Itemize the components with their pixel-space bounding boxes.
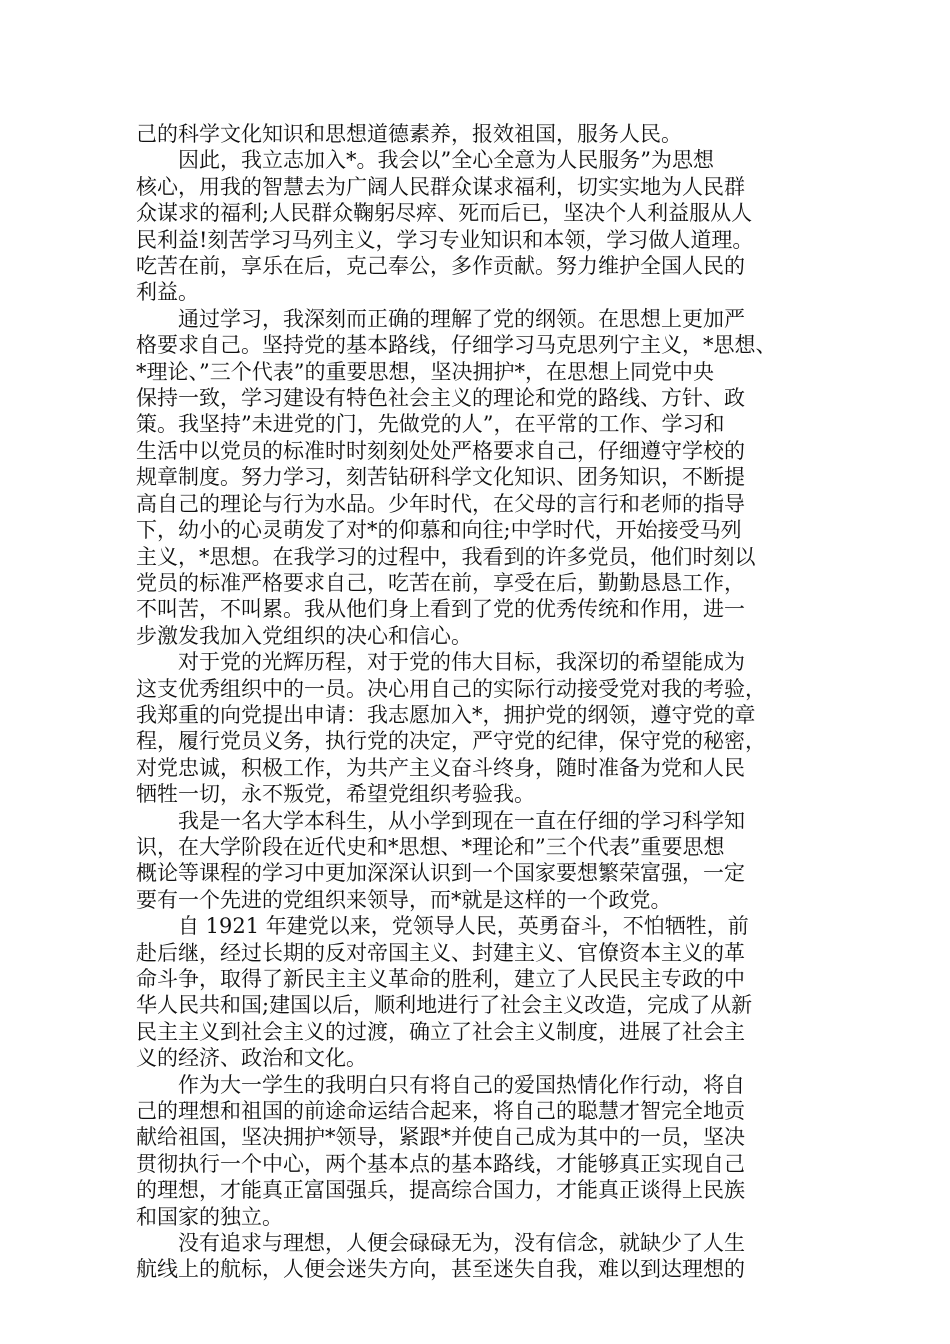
paragraph-4: 对于党的光辉历程，对于党的伟大目标，我深切的希望能成为 这支优秀组织中的一员。决心用自己的实际行动接受党对我的考验， 我郑重的向党提出申请：我志愿加入*，拥护党的纲领，遵守党的章 程，履行党员义务，执行党的决定，严守党的纪律，保守党的秘密， 对党忠诚，积极工作，为共产主义奋斗终身，随时准备为党和人民 牺牲一切，永不叛党，希望党组织考验我。 (136, 650, 766, 807)
paragraph-7: 作为大一学生的我明白只有将自己的爱国热情化作行动，将自 己的理想和祖国的前途命运结合起来，将自己的聪慧才智完全地贡 献给祖国，坚决拥护*领导，紧跟*并使自己成为其中的一员，坚决 贯彻执行一个中心，两个基本点的基本路线，才能够真正实现自己 的理想，才能真正富国强兵，提高综合国力，才能真正谈得上民族 和国家的独立。 (136, 1072, 745, 1229)
paragraph-3: 通过学习，我深刻而正确的理解了党的纲领。在思想上更加严 格要求自己。坚持党的基本路线，仔细学习马克思列宁主义，*思想、 *理论、”三个代表”的重要思想，坚决拥护*，在思想上同党中央 保持一致，学习建设有特色社会主义的理论和党的路线、方针、政 策。我坚持”未进党的门，先做党的人”，在平常的工作、学习和 生活中以党员的标准时时刻刻处处严格要求自己，仔细遵守学校的 规章制度。努力学习，刻苦钻研科学文化知识、团务知识，不断提 高自己的理论与行为水品。少年时代，在父母的言行和老师的指导 下，幼小的心灵萌发了对*的仰慕和向往;中学时代，开始接受马列 主义，*思想。在我学习的过程中，我看到的许多党员，他们时刻以 党员的标准严格要求自己，吃苦在前，享受在后，勤勤恳恳工作， 不叫苦，不叫累。我从他们身上看到了党的优秀传统和作用，进一 步激发我加入党组织的决心和信心。 (136, 306, 777, 648)
document-body (136, 121, 820, 1283)
paragraph-8: 没有追求与理想，人便会碌碌无为，没有信念，就缺少了人生 航线上的航标，人便会迷失方向，甚至迷失自我，难以到达理想的 (136, 1231, 745, 1282)
paragraph-6: 自 1921 年建党以来，党领导人民，英勇奋斗，不怕牺牲，前 赴后继，经过长期的反对帝国主义、封建主义、官僚资本主义的革 命斗争，取得了新民主主义革命的胜利，建立了人民民主专政的中 华人民共和国;建国以后，顺利地进行了社会主义改造，完成了从新 民主主义到社会主义的过渡，确立了社会主义制度，进展了社会主 义的经济、政治和文化。 (136, 914, 753, 1071)
paragraph-1: 己的科学文化知识和思想道德素养，报效祖国，服务人民。 (136, 122, 682, 146)
paragraph-5: 我是一名大学本科生，从小学到现在一直在仔细的学习科学知 识，在大学阶段在近代史和*思想、*理论和”三个代表”重要思想 概论等课程的学习中更加深深认识到一个国家要想繁荣富强，一定 要有一个先进的党组织来领导，而*就是这样的一个政党。 (136, 808, 745, 912)
paragraph-2: 因此，我立志加入*。我会以”全心全意为人民服务”为思想 核心，用我的智慧去为广阔人民群众谋求福利，切实实地为人民群 众谋求的福利;人民群众鞠躬尽瘁、死而后已，坚决个人利益服从人 民利益!刻苦学习马列主义，学习专业知识和本领，学习做人道理。 吃苦在前，享乐在后，克己奉公，多作贡献。努力维护全国人民的 利益。 (136, 148, 754, 305)
